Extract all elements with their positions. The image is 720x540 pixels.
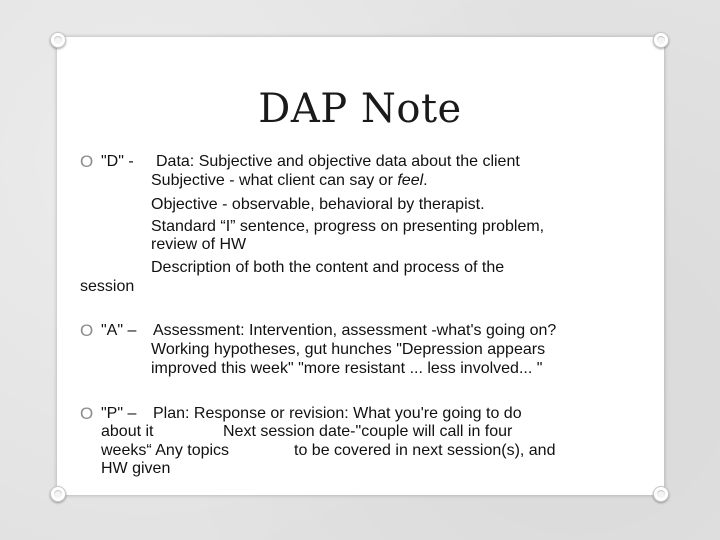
p-line-2a: about it xyxy=(101,423,154,440)
p-label: "P" – xyxy=(101,405,137,422)
d-line-2-period: . xyxy=(423,172,428,189)
p-line-3b: to be covered in next session(s), and xyxy=(294,442,556,459)
slide-title: DAP Note xyxy=(258,86,462,132)
pin-top-right xyxy=(653,32,669,48)
pin-top-left xyxy=(50,32,66,48)
a-line-3: improved this week" "more resistant ... less involved... " xyxy=(151,360,543,377)
bullet-a: O xyxy=(80,321,94,340)
bullet-d: O xyxy=(80,152,94,171)
bullet-p: O xyxy=(80,404,94,423)
a-label: "A" – xyxy=(101,322,137,339)
d-line-2 xyxy=(151,172,428,190)
d-line-2-emphasis: feel xyxy=(397,172,424,189)
d-label: "D" - xyxy=(101,153,134,170)
p-line-2b: Next session date-"couple will call in four xyxy=(223,423,513,440)
pin-bottom-right xyxy=(653,486,669,502)
d-line-4: Standard “I” sentence, progress on presenting problem, xyxy=(151,218,545,235)
d-line-2-text: Subjective - what client can say or xyxy=(151,172,398,189)
d-line-1: Data: Subjective and objective data about the client xyxy=(156,153,520,170)
p-line-1: Plan: Response or revision: What you're going to do xyxy=(153,405,522,422)
p-line-3a: weeks“ Any topics xyxy=(101,442,230,459)
d-line-3: Objective - observable, behavioral by therapist. xyxy=(151,196,485,213)
a-line-2: Working hypotheses, gut hunches "Depression appears xyxy=(151,341,546,358)
d-line-5: review of HW xyxy=(151,236,247,253)
a-line-1: Assessment: Intervention, assessment -what's going on? xyxy=(153,322,557,339)
pin-bottom-left xyxy=(50,486,66,502)
d-line-6: Description of both the content and process of the xyxy=(151,259,505,276)
p-line-4: HW given xyxy=(101,460,171,477)
d-line-7: session xyxy=(80,278,135,295)
